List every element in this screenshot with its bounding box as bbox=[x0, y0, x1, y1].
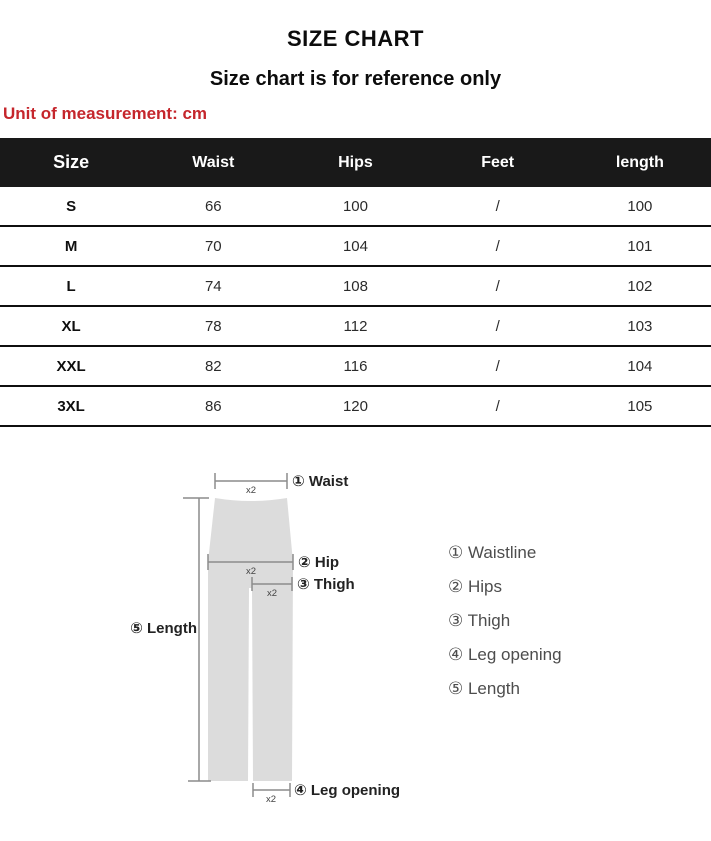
value-cell: 120 bbox=[284, 386, 426, 426]
legend-item: ② Hips bbox=[448, 577, 502, 596]
length-label: ⑤ Length bbox=[130, 620, 197, 637]
column-header-size: Size bbox=[0, 138, 142, 187]
waist-x2-label: x2 bbox=[245, 485, 257, 496]
table-row bbox=[0, 346, 711, 386]
size-cell: S bbox=[0, 187, 142, 226]
table-row bbox=[0, 306, 711, 346]
pants-silhouette bbox=[208, 498, 293, 781]
leg-opening-x2-label: x2 bbox=[265, 794, 277, 805]
value-cell: / bbox=[427, 226, 569, 266]
value-cell: 70 bbox=[142, 226, 284, 266]
thigh-label: ③ Thigh bbox=[297, 576, 355, 593]
value-cell: 104 bbox=[569, 346, 711, 386]
table-row bbox=[0, 266, 711, 306]
size-table bbox=[0, 138, 711, 427]
value-cell: 112 bbox=[284, 306, 426, 346]
table-row bbox=[0, 226, 711, 266]
size-cell: L bbox=[0, 266, 142, 306]
value-cell: 100 bbox=[569, 187, 711, 226]
column-header-hips: Hips bbox=[284, 138, 426, 187]
value-cell: 103 bbox=[569, 306, 711, 346]
page-title: SIZE CHART bbox=[287, 26, 424, 51]
pants-measurement-diagram bbox=[0, 427, 711, 830]
value-cell: 108 bbox=[284, 266, 426, 306]
value-cell: 74 bbox=[142, 266, 284, 306]
legend-item: ① Waistline bbox=[448, 543, 537, 562]
size-cell: M bbox=[0, 226, 142, 266]
size-cell: XL bbox=[0, 306, 142, 346]
value-cell: 102 bbox=[569, 266, 711, 306]
hip-label: ② Hip bbox=[298, 554, 340, 571]
value-cell: 66 bbox=[142, 187, 284, 226]
size-cell: XXL bbox=[0, 346, 142, 386]
value-cell: / bbox=[427, 187, 569, 226]
legend-item: ④ Leg opening bbox=[448, 645, 562, 664]
value-cell: 104 bbox=[284, 226, 426, 266]
value-cell: 78 bbox=[142, 306, 284, 346]
waist-label: ① Waist bbox=[292, 473, 349, 490]
table-row bbox=[0, 386, 711, 426]
leg-opening-label: ④ Leg opening bbox=[294, 782, 401, 799]
column-header-length: length bbox=[569, 138, 711, 187]
unit-note: Unit of measurement: cm bbox=[3, 104, 208, 123]
value-cell: 116 bbox=[284, 346, 426, 386]
value-cell: / bbox=[427, 266, 569, 306]
measurement-legend bbox=[448, 536, 562, 706]
value-cell: 100 bbox=[284, 187, 426, 226]
value-cell: / bbox=[427, 386, 569, 426]
value-cell: / bbox=[427, 306, 569, 346]
page-subtitle: Size chart is for reference only bbox=[209, 68, 502, 90]
hip-x2-label: x2 bbox=[245, 566, 257, 577]
thigh-x2-label: x2 bbox=[266, 588, 278, 599]
column-header-waist: Waist bbox=[142, 138, 284, 187]
value-cell: 86 bbox=[142, 386, 284, 426]
value-cell: 101 bbox=[569, 226, 711, 266]
legend-item: ③ Thigh bbox=[448, 611, 511, 630]
value-cell: 82 bbox=[142, 346, 284, 386]
size-table-body bbox=[0, 187, 711, 426]
size-cell: 3XL bbox=[0, 386, 142, 426]
table-header-row bbox=[0, 138, 711, 187]
size-table-head bbox=[0, 138, 711, 187]
value-cell: / bbox=[427, 346, 569, 386]
value-cell: 105 bbox=[569, 386, 711, 426]
size-chart-page bbox=[0, 26, 711, 830]
legend-item: ⑤ Length bbox=[448, 679, 520, 698]
pants-diagram-figure bbox=[0, 427, 711, 830]
table-row bbox=[0, 187, 711, 226]
length-dimension-line bbox=[183, 498, 211, 781]
column-header-feet: Feet bbox=[427, 138, 569, 187]
